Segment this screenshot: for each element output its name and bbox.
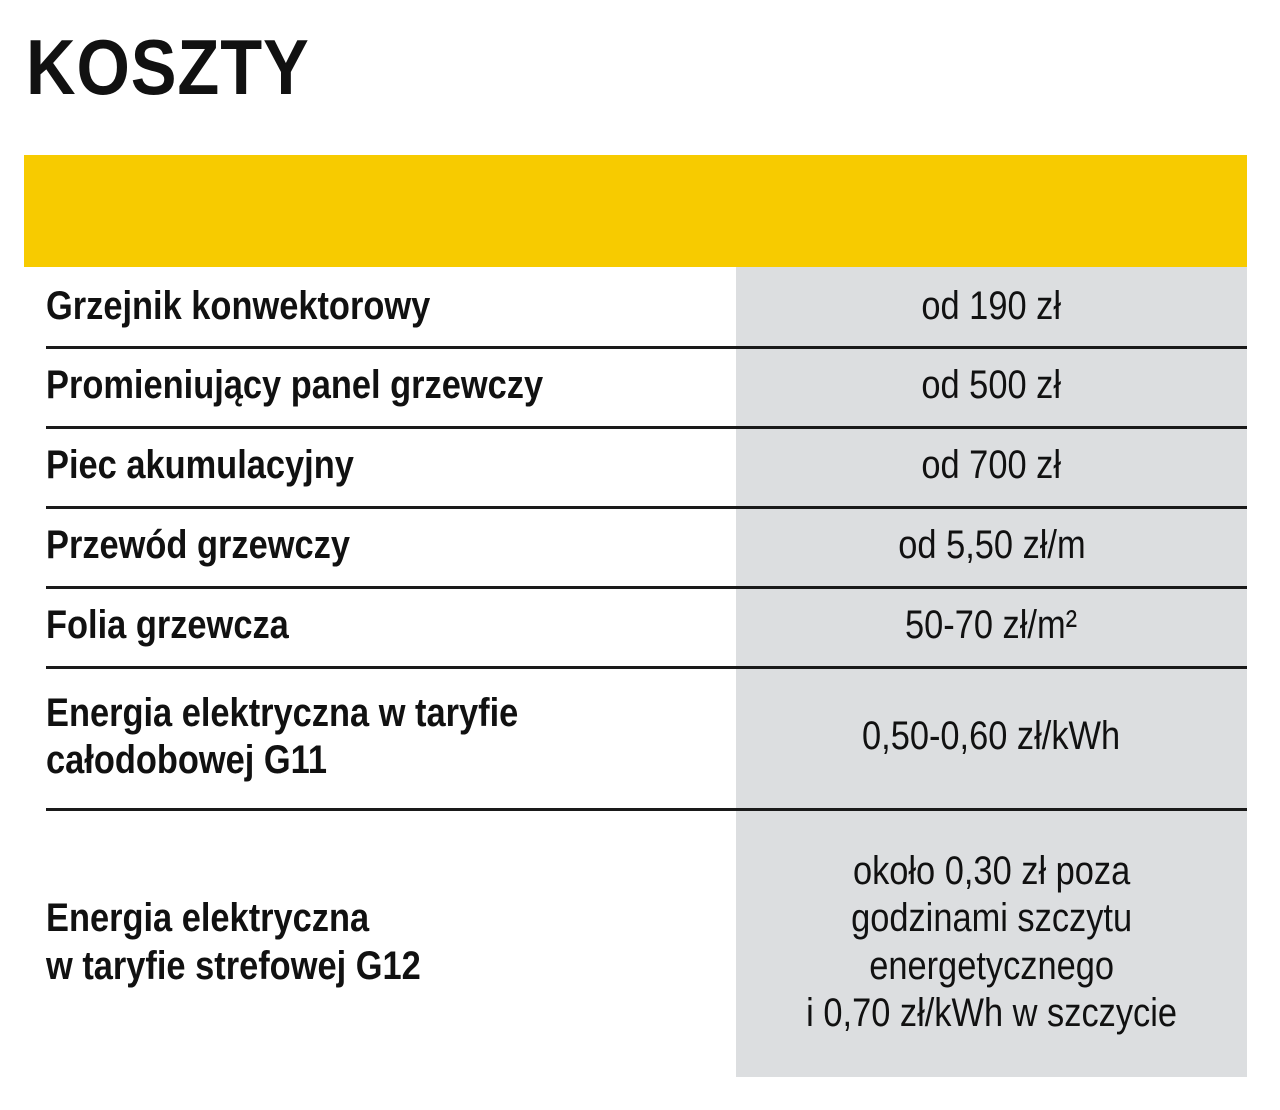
table-row (24, 426, 1247, 506)
row-value: 50-70 zł/m² (736, 586, 1247, 666)
row-value: około 0,30 zł poza godzinami szczytu energetycznego i 0,70 zł/kWh w szczycie (736, 808, 1247, 1077)
row-label: Energia elektryczna w taryfie całodobowej G11 (46, 690, 519, 782)
row-label: Folia grzewcza (46, 603, 289, 648)
table-row (24, 267, 1247, 346)
header-band (24, 155, 1247, 267)
cost-table (24, 267, 1247, 1077)
table-row (24, 666, 1247, 808)
row-label: Przewód grzewczy (46, 523, 350, 568)
row-value: od 190 zł (736, 267, 1247, 346)
row-value: od 700 zł (736, 426, 1247, 506)
row-value: 0,50-0,60 zł/kWh (736, 666, 1247, 808)
row-label: Energia elektryczna w taryfie strefowej G12 (46, 896, 421, 988)
table-row (24, 586, 1247, 666)
table-row (24, 506, 1247, 586)
table-row (24, 808, 1247, 1077)
row-value: od 5,50 zł/m (736, 506, 1247, 586)
row-label: Grzejnik konwektorowy (46, 283, 431, 328)
page-title: KOSZTY (26, 23, 310, 111)
row-label: Piec akumulacyjny (46, 443, 354, 488)
row-label: Promieniujący panel grzewczy (46, 363, 544, 408)
row-value: od 500 zł (736, 346, 1247, 426)
table-row (24, 346, 1247, 426)
